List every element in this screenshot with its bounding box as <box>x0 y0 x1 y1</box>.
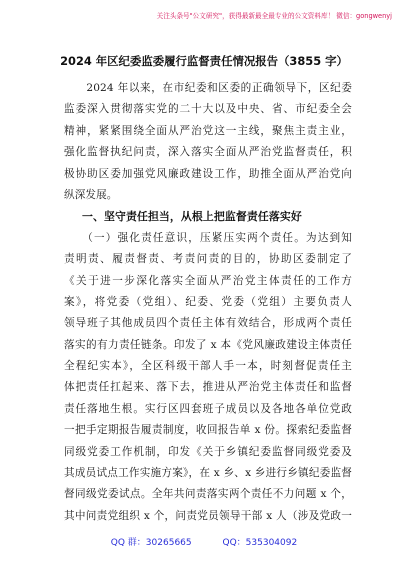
intro-line: 强化监督执纪问责，深入落实全面从严治党监督责任，积 <box>64 146 352 159</box>
section-line: 其成员试点工作实施方案》，在 x 乡、x 乡进行乡镇纪委监督 <box>64 467 352 480</box>
document-body <box>64 78 352 527</box>
section-line: 责任落地生根。实行区四套班子成员以及各地各单位党政 <box>64 402 352 415</box>
intro-line: 精神，紧紧围绕全面从严治党这一主线，聚焦主责主业， <box>64 124 352 137</box>
section-line: 一把手定期报告履责制度，收回报告单 x 份。探索纪委监督 <box>64 424 352 437</box>
section-line: 领导班子其他成员四个责任主体有效结合，形成两个责任 <box>64 317 352 330</box>
footer-contacts <box>0 535 408 548</box>
section-line: 案》，将党委（党组）、纪委、党委（党组）主要负责人 <box>64 295 352 308</box>
section-line: 体把责任扛起来、落下去，推进从严治党主体责任和监督 <box>64 381 352 394</box>
section-line: 全程纪实本》，全区科级干部人手一本，时刻督促责任主 <box>64 360 352 373</box>
intro-line: 监委深入贯彻落实党的二十大以及中央、省、市纪委全会 <box>64 103 352 116</box>
section-line: 同级党委工作机制，印发《关于乡镇纪委监督同级党委及 <box>64 445 352 458</box>
intro-line: 2024 年以来，在市纪委和区委的正确领导下，区纪委 <box>64 82 352 94</box>
intro-line: 纵深发展。 <box>64 188 118 201</box>
section-line: 督同级党委试点。全年共问责落实两个责任不力问题 x 个， <box>64 488 352 501</box>
section-line: 《关于进一步深化落实全面从严治党主体责任的工作方 <box>64 274 352 287</box>
section-line: 落实的有力责任链条。印发了 x 本《党风廉政建设主体责任 <box>64 338 352 351</box>
header-banner: 关注头条号"公文研究"，获得最新最全最专业的公文资料库！ 微信：gongwenyj <box>156 12 392 20</box>
section-heading: 一、坚守责任担当，从根上把监督责任落实好 <box>82 210 302 224</box>
section-line: 其中问责党组织 x 个，问责党员领导干部 x 人（涉及党政一 <box>64 509 352 522</box>
section-line: （一）强化责任意识，压紧压实两个责任。为达到知 <box>64 231 352 244</box>
footer-qq-group: QQ 群：30265665 <box>110 538 192 548</box>
document-title: 2024 年区纪委监委履行监督责任情况报告（3855 字） <box>60 54 348 68</box>
intro-line: 极协助区委加强党风廉政建设工作，助推全面从严治党向 <box>64 167 352 180</box>
section-line: 责明责、履责督责、考责问责的目的，协助区委制定了 <box>64 253 352 266</box>
footer-qq: QQ：535304092 <box>222 538 298 548</box>
